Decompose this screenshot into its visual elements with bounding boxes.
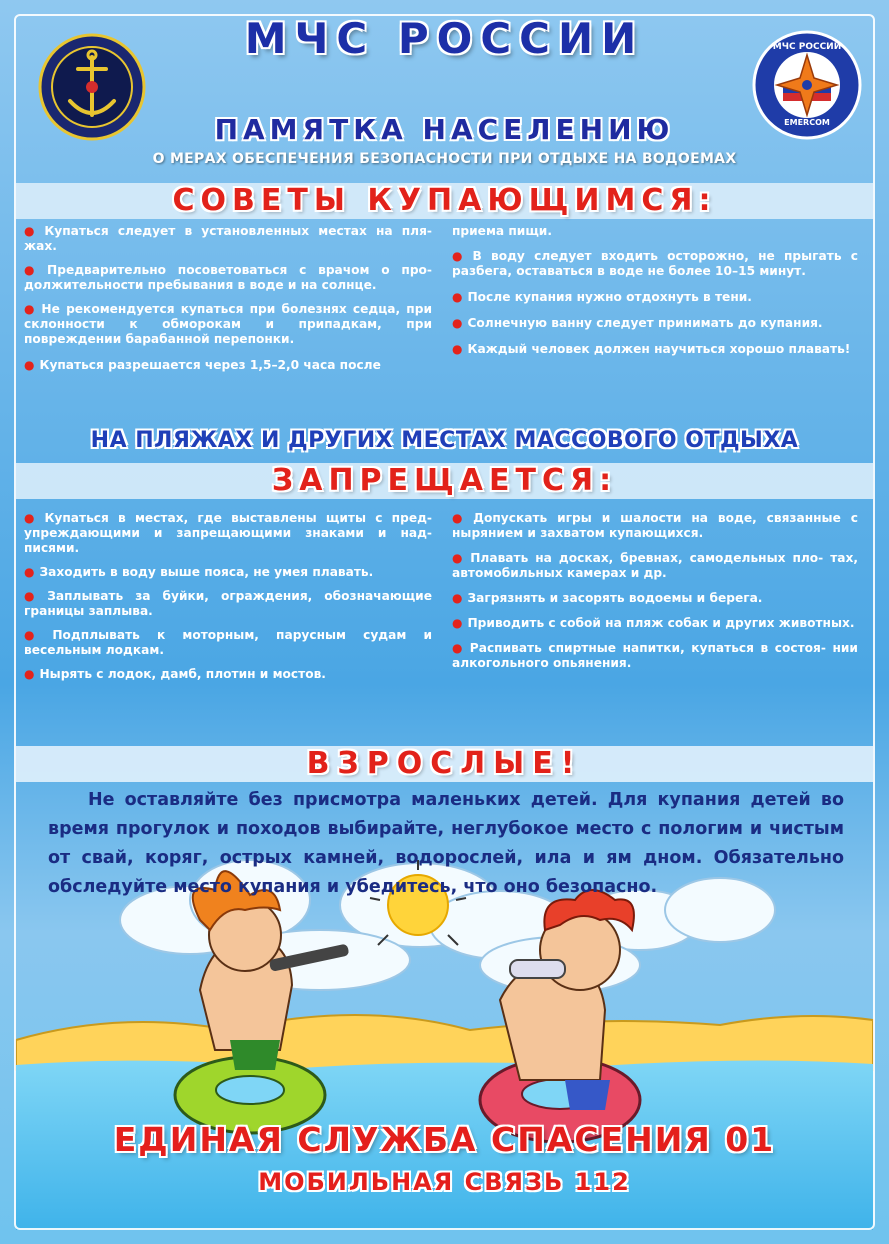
list-item: ● Заплывать за буйки, ограждения, обозначающие границы заплыва. [24,589,432,618]
bullet-icon: ● [452,342,463,356]
beaches-heading: НА ПЛЯЖАХ И ДРУГИХ МЕСТАХ МАССОВОГО ОТДЫХА [90,428,799,453]
list-item: ● Солнечную ванну следует принимать до купания. [452,316,823,330]
bullet-icon: ● [452,641,465,655]
forbidden-right-column [452,511,858,671]
list-item-continuation: приема пищи. [452,224,552,238]
bullet-icon: ● [452,591,463,605]
tips-right-column [452,224,858,357]
bullet-icon: ● [24,224,40,238]
tips-heading: СОВЕТЫ КУПАЮЩИМСЯ: [172,183,717,218]
adults-paragraph: Не оставляйте без присмотра маленьких детей. Для купания детей во время прогулок и походов выбирайте, неглубокое место с пологим и чистым от свай, коряг, острых камней, водорослей, ила и ям дном. Обязательно обследуйте место купания и убедитесь, что оно безопасно. [48,790,844,897]
memo-title: ПАМЯТКА НАСЕЛЕНИЮ [214,113,675,146]
list-item: ● Подплывать к моторным, парусным судам и весельным лодкам. [24,628,432,657]
emblem-bottom-text: EMERCOM [784,118,830,127]
list-item: ● В воду следует входить осторожно, не прыгать с разбега, оставаться в воде не более 10–15 минут. [452,249,858,278]
list-item: ● Загрязнять и засорять водоемы и берега. [452,591,763,605]
rescue-service-line: ЕДИНАЯ СЛУЖБА СПАСЕНИЯ 01 [113,1120,776,1159]
bullet-icon: ● [452,511,469,525]
list-item: ● Допускать игры и шалости на воде, связанные с нырянием и захватом купающихся. [452,511,858,540]
list-item: ● Нырять с лодок, дамб, плотин и мостов. [24,667,326,681]
bullet-icon: ● [24,565,35,579]
memo-subtitle: О МЕРАХ ОБЕСПЕЧЕНИЯ БЕЗОПАСНОСТИ ПРИ ОТДЫХЕ НА ВОДОЕМАХ [152,151,737,167]
list-item: ● Купаться разрешается через 1,5–2,0 часа после [24,358,381,372]
list-item: ● Предварительно посоветоваться с врачом о про- должительности пребывания в воде и на солнце. [24,263,432,292]
tips-left-column [24,224,432,373]
bullet-icon: ● [452,551,466,565]
bullet-icon: ● [24,511,40,525]
list-item: ● Не рекомендуется купаться при болезнях седца, при склонности к обморокам и припадкам, при повреждении барабанной перепонки. [24,302,432,346]
page-title: МЧС РОССИИ [244,14,645,63]
adults-heading: ВЗРОСЛЫЕ! [306,746,583,781]
list-item: ● Каждый человек должен научиться хорошо плавать! [452,342,851,356]
list-item: ● Плавать на досках, бревнах, самодельных пло- тах, автомобильных камерах и др. [452,551,858,580]
list-item: ● Купаться следует в установленных местах на пля- жах. [24,224,432,253]
bullet-icon: ● [452,616,463,630]
bullet-icon: ● [24,667,35,681]
list-item: ● Приводить с собой на пляж собак и других животных. [452,616,855,630]
bullet-icon: ● [24,302,37,316]
bullet-icon: ● [452,316,463,330]
bullet-icon: ● [24,263,43,277]
forbidden-heading: ЗАПРЕЩАЕТСЯ: [271,463,618,498]
bullet-icon: ● [452,290,463,304]
list-item: ● Купаться в местах, где выставлены щиты с пред- упреждающими и запрещающими знаками и над- писями. [24,511,432,555]
list-item: ● Заходить в воду выше пояса, не умея плавать. [24,565,374,579]
bullet-icon: ● [24,589,43,603]
bullet-icon: ● [24,628,48,642]
bullet-icon: ● [452,249,468,263]
list-item: ● Распивать спиртные напитки, купаться в состоя- нии алкогольного опьянения. [452,641,858,670]
bullet-icon: ● [24,358,35,372]
list-item: ● После купания нужно отдохнуть в тени. [452,290,752,304]
mobile-number-line: МОБИЛЬНАЯ СВЯЗЬ 112 [258,1168,631,1196]
emblem-top-text: МЧС РОССИИ [772,42,842,52]
forbidden-left-column [24,511,432,682]
